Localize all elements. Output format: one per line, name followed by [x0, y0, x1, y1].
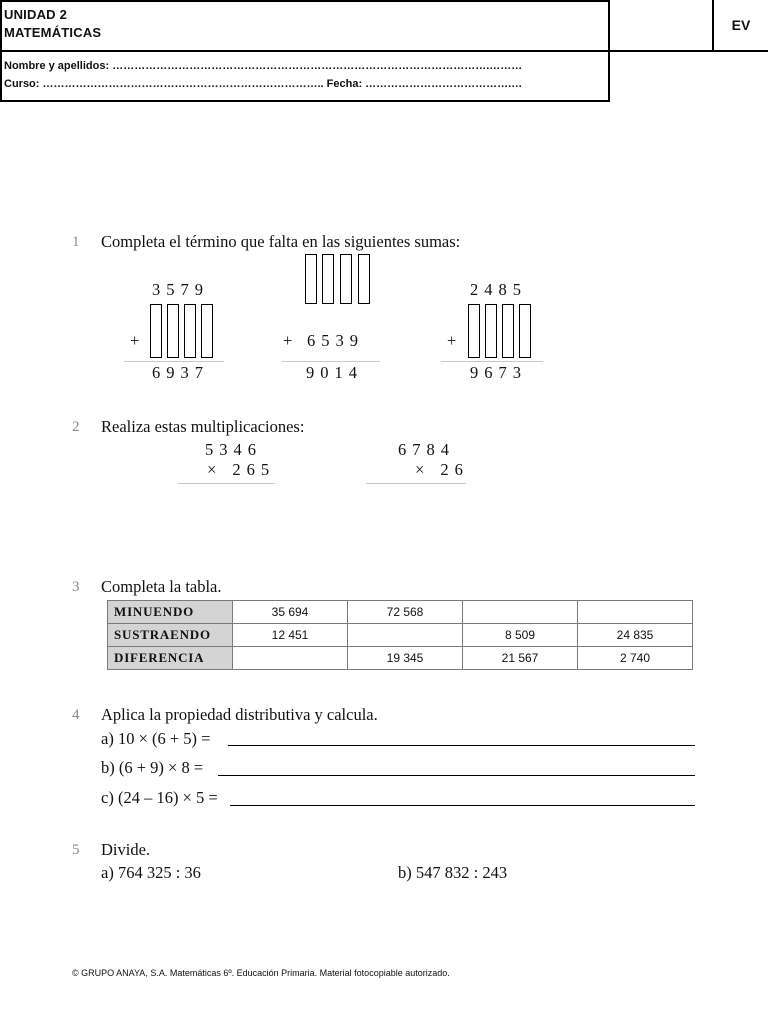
table-cell: 2 740 [578, 647, 693, 670]
sum1-plus-sign: + [130, 331, 140, 350]
sum3-answer-box-2[interactable] [485, 304, 497, 358]
question-number-1: 1 [72, 234, 80, 250]
question-number-4: 4 [72, 707, 80, 723]
evaluation-code: EV [712, 0, 768, 50]
table-cell: 21 567 [463, 647, 578, 670]
table-row-difference [108, 647, 693, 670]
sum2-answer-box-4[interactable] [358, 254, 370, 304]
item-c-expression: c) (24 – 16) × 5 = [101, 788, 218, 807]
question-text-5: Divide. [101, 840, 151, 859]
sum1-answer-box-2[interactable] [167, 304, 179, 358]
unit-title: UNIDAD 2 [4, 7, 67, 22]
mult2-underline [366, 483, 466, 484]
item-c-answer-line[interactable] [230, 805, 695, 806]
sum2-result: 9014 [306, 363, 363, 382]
subtraction-table [107, 600, 693, 670]
name-field[interactable]: Nombre y apellidos: ………………………………………………………………………………………….……… [4, 60, 523, 72]
table-cell: 12 451 [233, 624, 348, 647]
sum2-middle-number: 6539 [307, 331, 364, 350]
table-cell: 8 509 [463, 624, 578, 647]
table-cell-blank[interactable] [233, 647, 348, 670]
question-text-1: Completa el término que falta en las siguientes sumas: [101, 232, 461, 251]
question-text-2: Realiza estas multiplicaciones: [101, 417, 305, 436]
row-label: DIFERENCIA [108, 647, 233, 670]
sum3-answer-box-4[interactable] [519, 304, 531, 358]
table-row-subtrahend [108, 624, 693, 647]
sum3-answer-box-1[interactable] [468, 304, 480, 358]
sum1-top-number: 3579 [152, 280, 209, 299]
table-cell: 24 835 [578, 624, 693, 647]
item-a-expression: a) 10 × (6 + 5) = [101, 729, 211, 748]
question-number-3: 3 [72, 579, 80, 595]
mult1-multiplier: × 265 [207, 460, 276, 479]
header-title-row [0, 0, 768, 52]
question-text-4: Aplica la propiedad distributiva y calcula. [101, 705, 378, 724]
sum2-underline [282, 361, 380, 362]
sum3-result: 9673 [470, 363, 527, 382]
sum2-answer-box-3[interactable] [340, 254, 352, 304]
question-number-2: 2 [72, 419, 80, 435]
table-cell-blank[interactable] [348, 624, 463, 647]
mult1-top-number: 5346 [205, 440, 262, 459]
course-date-field[interactable]: Curso: ………………………………………………………………….. Fecha: ………………………………….… [4, 78, 523, 90]
sum2-plus-sign: + [283, 331, 293, 350]
sum1-answer-box-1[interactable] [150, 304, 162, 358]
mult2-top-number: 6784 [398, 440, 455, 459]
table-cell: 35 694 [233, 601, 348, 624]
table-cell-blank[interactable] [463, 601, 578, 624]
item-a-answer-line[interactable] [228, 745, 695, 746]
question-number-5: 5 [72, 842, 80, 858]
sum1-result: 6937 [152, 363, 209, 382]
sum1-answer-box-4[interactable] [201, 304, 213, 358]
table-cell: 19 345 [348, 647, 463, 670]
mult2-multiplier: × 26 [415, 460, 469, 479]
copyright-footer: © GRUPO ANAYA, S.A. Matemáticas 6º. Educación Primaria. Material fotocopiable autorizado. [72, 968, 450, 978]
division-a: a) 764 325 : 36 [101, 863, 201, 882]
question-text-3: Completa la tabla. [101, 577, 222, 596]
item-b-answer-line[interactable] [218, 775, 695, 776]
sum3-answer-box-3[interactable] [502, 304, 514, 358]
mult1-underline [178, 483, 275, 484]
table-row-minuend [108, 601, 693, 624]
sum1-underline [124, 361, 224, 362]
division-b: b) 547 832 : 243 [398, 863, 508, 882]
item-b-expression: b) (6 + 9) × 8 = [101, 758, 204, 777]
sum3-top-number: 2485 [470, 280, 527, 299]
row-label: SUSTRAENDO [108, 624, 233, 647]
sum3-underline [441, 361, 543, 362]
sum3-plus-sign: + [447, 331, 457, 350]
sum2-answer-box-1[interactable] [305, 254, 317, 304]
sum2-answer-box-2[interactable] [322, 254, 334, 304]
subject-title: MATEMÁTICAS [4, 25, 102, 40]
worksheet-header [0, 0, 751, 102]
sum1-answer-box-3[interactable] [184, 304, 196, 358]
table-cell: 72 568 [348, 601, 463, 624]
row-label: MINUENDO [108, 601, 233, 624]
table-cell-blank[interactable] [578, 601, 693, 624]
